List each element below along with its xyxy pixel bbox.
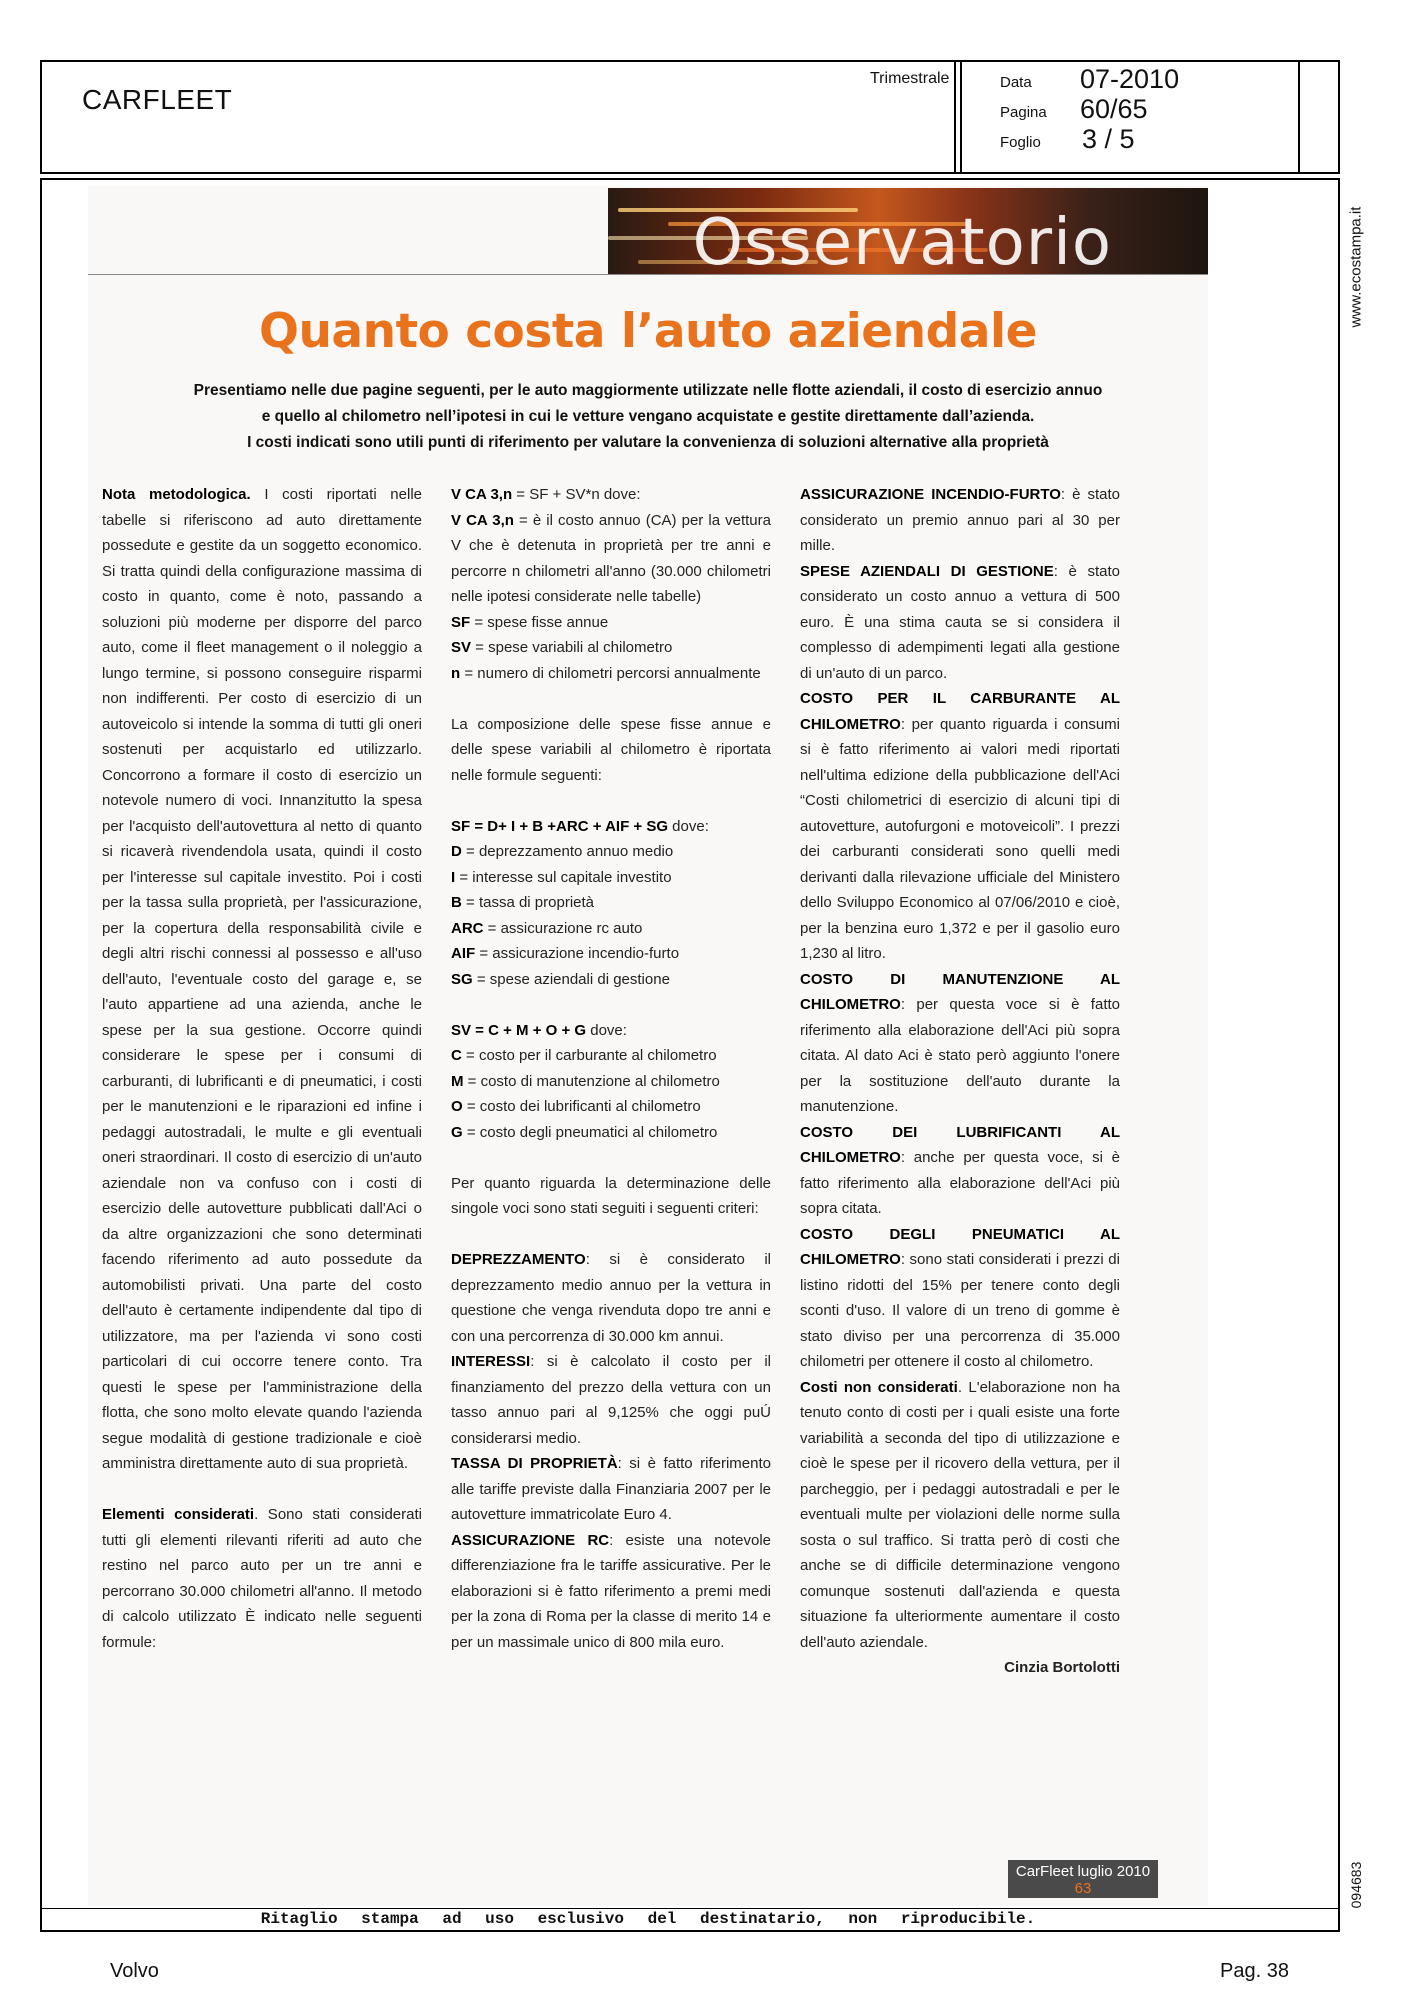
criterion-paragraph: COSTO DI MANUTENZIONE AL CHILOMETRO: per questa voce si è fatto riferimento alla elaborazione dell'Aci più sopra citata. Al dato Aci è stato però aggiunto l'onere per la sostituzione dell'auto durante la manutenzione. [800,970,1120,1115]
criterion-paragraph: TASSA DI PROPRIETÀ: si è fatto riferimento alle tariffe previste dalla Finanziaria 2007 per le autovetture immatricolate Euro 4. [451,1455,771,1523]
formula-line: SV = C + M + O + G dove: [451,1021,627,1039]
formula-line: V CA 3,n = SF + SV*n dove: [451,486,641,503]
header-box [40,60,1340,174]
criterion-paragraph: ASSICURAZIONE RC: esiste una notevole differenziazione fra le tariffe assicurative. Per le elaborazioni si è fatto riferimento a premi medi per la zona di Roma per la classe di merito 14 e per un massimale unico di 800 mila euro. [451,1531,771,1651]
author-signature: Cinzia Bortolotti [1004,1659,1120,1676]
criterion-paragraph: ASSICURAZIONE INCENDIO-FURTO: è stato considerato un premio annuo pari al 30 per mille. [800,486,1120,554]
frequency-label: Trimestrale [870,70,950,87]
formula-line: O = costo dei lubrificanti al chilometro [451,1098,701,1115]
formula-line: AIF = assicurazione incendio-furto [451,945,680,962]
banner-rule [88,274,1208,275]
column-1 [102,482,422,1655]
formula-line: C = costo per il carburante al chilometro [451,1047,717,1064]
intro-paragraph: Presentiamo nelle due pagine seguenti, per le auto maggiormente utilizzate nelle flotte aziendali, il costo di esercizio annuo e quello al chilometro nell’ipotesi in cui le vetture vengano acquistate e gestite direttamente dall’azienda. I costi indicati sono utili punti di riferimento per valutare la convenienza di soluzioni alternative alla proprietà [193,382,1103,451]
section-title: Osservatorio [692,206,1112,274]
column-2 [451,482,771,1655]
article-page-number: 63 [1074,1880,1092,1897]
formula-line: D = deprezzamento annuo medio [451,843,674,860]
formula-line: n = numero di chilometri percorsi annualmente [451,664,761,682]
headline: Quanto costa l’auto aziendale [258,304,1037,359]
header-divider [954,62,956,172]
column-3 [800,482,1120,1681]
formula-line: V CA 3,n = è il costo annuo (CA) per la vettura V che è detenuta in proprietà per tre anni e percorre n chilometri all'anno (30.000 chilometri nelle ipotesi considerate nelle tabelle) [451,511,771,605]
sheet-value: 3 / 5 [1082,124,1135,154]
clip-notice: Ritaglio stampa ad uso esclusivo del destinatario, non riproducibile. [260,1910,1036,1928]
criterion-paragraph: DEPREZZAMENTO: si è considerato il deprezzamento medio annuo per la vettura in questione che venga rivenduta dopo tre anni e con una percorrenza di 30.000 km annui. [451,1251,771,1345]
criteria-paragraph: Per quanto riguarda la determinazione delle singole voci sono stati seguiti i seguenti criteri: [451,1174,771,1217]
formula-line: M = costo di manutenzione al chilometro [451,1072,720,1090]
clip-rule [40,1908,1340,1909]
sheet-label: Foglio [1000,134,1041,151]
issue-badge: CarFleet luglio 2010 63 [1008,1860,1158,1898]
formula-line: SV = spese variabili al chilometro [451,639,673,656]
criterion-paragraph: SPESE AZIENDALI DI GESTIONE: è stato considerato un costo annuo a vettura di 500 euro. È una stima cauta se si considera il complesso di adempimenti legati alla gestione di un'auto di un parco. [800,562,1120,682]
publication-name: CARFLEET [82,84,233,115]
formula-line: SF = spese fisse annue [451,613,609,631]
date-value: 07-2010 [1080,64,1180,94]
formula-line: I = interesse sul capitale investito [451,868,672,886]
criterion-paragraph: COSTO DEI LUBRIFICANTI AL CHILOMETRO: anche per questa voce, si è fatto riferimento alla elaborazione dell'Aci più sopra citata. [800,1123,1120,1217]
footer-page: Pag. 38 [1220,1960,1289,1982]
archive-code: 094683 [1348,1861,1364,1909]
composition-paragraph: La composizione delle spese fisse annue e delle spese variabili al chilometro è riportata nelle formule seguenti: [451,715,771,784]
elementi-paragraph: Elementi considerati. Sono stati considerati tutti gli elementi rilevanti riferiti ad auto che restino nel parco auto per un tre anni e percorrano 30.000 chilometri all'anno. Il metodo di calcolo utilizzato È indicato nelle seguenti formule: [102,1506,422,1651]
page-value: 60/65 [1080,94,1148,124]
footer-brand: Volvo [110,1960,159,1982]
header-divider [1298,62,1300,172]
header-divider [960,62,962,172]
formula-line: G = costo degli pneumatici al chilometro [451,1123,718,1141]
criterion-paragraph: INTERESSI: si è calcolato il costo per il finanziamento del prezzo della vettura con un tasso annuo pari al 9,125% che oggi puÚ considerarsi medio. [451,1353,771,1447]
formula-line: B = tassa di proprietà [451,894,595,911]
formula-line: SF = D+ I + B +ARC + AIF + SG dove: [451,817,709,835]
article [88,186,1208,1906]
nota-paragraph: Nota metodologica. I costi riportati nelle tabelle si riferiscono ad auto direttamente possedute e gestite da un soggetto economico. Si tratta quindi della configurazione massima di costo in quanto, come è noto, passando a soluzioni più moderne per disporre del parco auto, come il fleet management o il noleggio a lungo termine, si possono conseguire risparmi non indifferenti. Per costo di esercizio di un autoveicolo si intende la somma di tutti gli oneri sostenuti per acquistarlo ed utilizzarlo. Concorrono a formare il costo di esercizio un notevole numero di voci. Innanzitutto la spesa per l'acquisto dell'autovettura al netto di quanto si ricaverà rivendendola usata, quindi il costo per l'interesse sul capitale investito. Poi i costi per la tassa sulla proprietà, per l'assicurazione, per la copertura della responsabilità civile e degli altri rischi connessi al possesso e all'uso dell'auto, l'eventuale costo del garage e, se l'auto appartiene ad una azienda, anche le spese per la sua gestione. Occorre quindi considerare le spese per i consumi di carburanti, di lubrificanti e di pneumatici, i costi per le manutenzioni e le riparazioni ed infine i pedaggi autostradali, le multe e gli eventuali oneri straordinari. Il costo di esercizio di un'auto aziendale non va confuso con i costi di esercizio delle autovetture pubblicati dall'Aci o da altre organizzazioni che sono determinati facendo riferimento ad auto possedute da automobilisti privati. Una parte del costo dell'auto è certamente indipendente dal tipo di utilizzatore, ma per l'azienda vi sono costi particolari di cui occorre tenere conto. Tra questi le spese per l'amministrazione della flotta, che sono molto elevate quando l'azienda segue modalità di gestione tradizionale e cioè amministra direttamente auto di sua proprietà. [102,486,422,1472]
section-banner [608,188,1208,274]
website-watermark: www.ecostampa.it [1347,206,1365,328]
formula-line: SG = spese aziendali di gestione [451,970,670,988]
criterion-paragraph: COSTO PER IL CARBURANTE AL CHILOMETRO: per quanto riguarda i consumi si è fatto riferimento ai valori medi riportati nell'ultima edizione della pubblicazione dell'Aci “Costi chilometrici di esercizio di alcuni tipi di autovetture, autofurgoni e motoveicoli”. I prezzi dei carburanti considerati sono quelli medi derivanti dalla rilevazione ufficiale del Ministero dello Sviluppo Economico al 07/06/2010 e cioè, per la benzina euro 1,372 e per il gasolio euro 1,230 al litro. [800,690,1120,962]
date-label: Data [1000,74,1032,91]
criterion-paragraph: COSTO DEGLI PNEUMATICI AL CHILOMETRO: sono stati considerati i prezzi di listino ridotti del 15% per tenere conto degli sconti d'uso. Il valore di un treno di gomme è stato diviso per una percorrenza di 35.000 chilometri per ottenere il costo al chilometro. [800,1225,1120,1370]
page-label: Pagina [1000,104,1047,121]
formula-line: ARC = assicurazione rc auto [451,919,643,937]
criterion-paragraph: Costi non considerati. L'elaborazione non ha tenuto conto di costi per i quali esiste una forte variabilità a seconda del tipo di utilizzazione e cioè le spese per il ricovero della vettura, per il parcheggio, per i pedaggi autostradali e per le eventuali multe per violazioni delle norme sulla sosta o sul traffico. Si tratta però di costi che anche se di difficile determinazione vengono comunque sostenuti dall'azienda e questa situazione fa ulteriormente aumentare il costo dell'auto aziendale. [800,1378,1120,1651]
